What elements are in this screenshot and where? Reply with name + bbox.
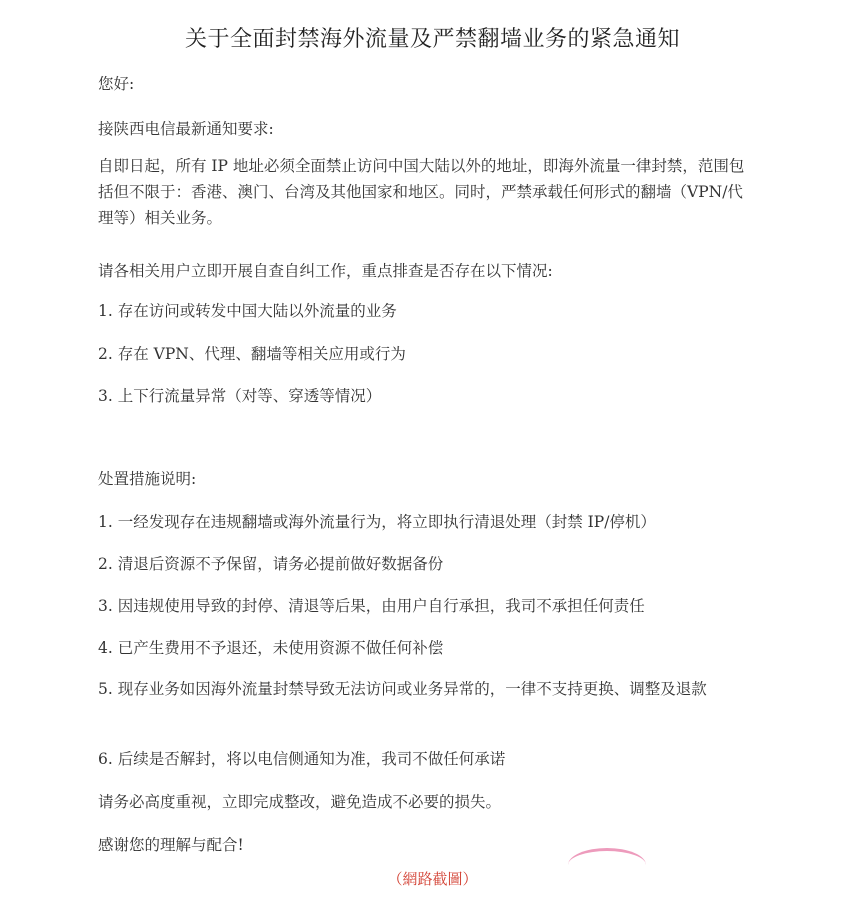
measure-item-2: 2. 清退后资源不予保留，请务必提前做好数据备份 [98, 555, 444, 573]
measure-item-4: 4. 已产生费用不予退还，未使用资源不做任何补偿 [98, 639, 444, 657]
check-item-2: 2. 存在 VPN、代理、翻墙等相关应用或行为 [98, 345, 406, 363]
measures-heading: 处置措施说明: [98, 470, 197, 488]
thanks-text: 感谢您的理解与配合! [98, 836, 244, 854]
notice-body-paragraph: 自即日起，所有 IP 地址必须全面禁止访问中国大陆以外的地址，即海外流量一律封禁，范围包括但不限于：香港、澳门、台湾及其他国家和地区。同时，严禁承载任何形式的翻墙（VPN/代理等）相关业务。 [98, 157, 745, 227]
check-request-text: 请各相关用户立即开展自查自纠工作，重点排查是否存在以下情况: [98, 262, 553, 280]
seal-stamp-edge [568, 848, 646, 865]
measure-item-5: 5. 现存业务如因海外流量封禁导致无法访问或业务异常的，一律不支持更换、调整及退款 [98, 680, 707, 698]
closing-text: 请务必高度重视，立即完成整改，避免造成不必要的损失。 [98, 793, 502, 811]
measure-item-1: 1. 一经发现存在违规翻墙或海外流量行为，将立即执行清退处理（封禁 IP/停机） [98, 513, 656, 531]
document-title: 关于全面封禁海外流量及严禁翻墙业务的紧急通知 [184, 27, 680, 52]
intro-text: 接陕西电信最新通知要求: [98, 120, 274, 138]
measure-item-6: 6. 后续是否解封，将以电信侧通知为准，我司不做任何承诺 [98, 750, 506, 768]
measure-item-3: 3. 因违规使用导致的封停、清退等后果，由用户自行承担，我司不承担任何责任 [98, 597, 645, 615]
image-caption: （網路截圖） [387, 870, 478, 888]
check-item-3: 3. 上下行流量异常（对等、穿透等情况） [98, 387, 382, 405]
greeting-text: 您好: [98, 75, 135, 93]
check-item-1: 1. 存在访问或转发中国大陆以外流量的业务 [98, 302, 397, 320]
